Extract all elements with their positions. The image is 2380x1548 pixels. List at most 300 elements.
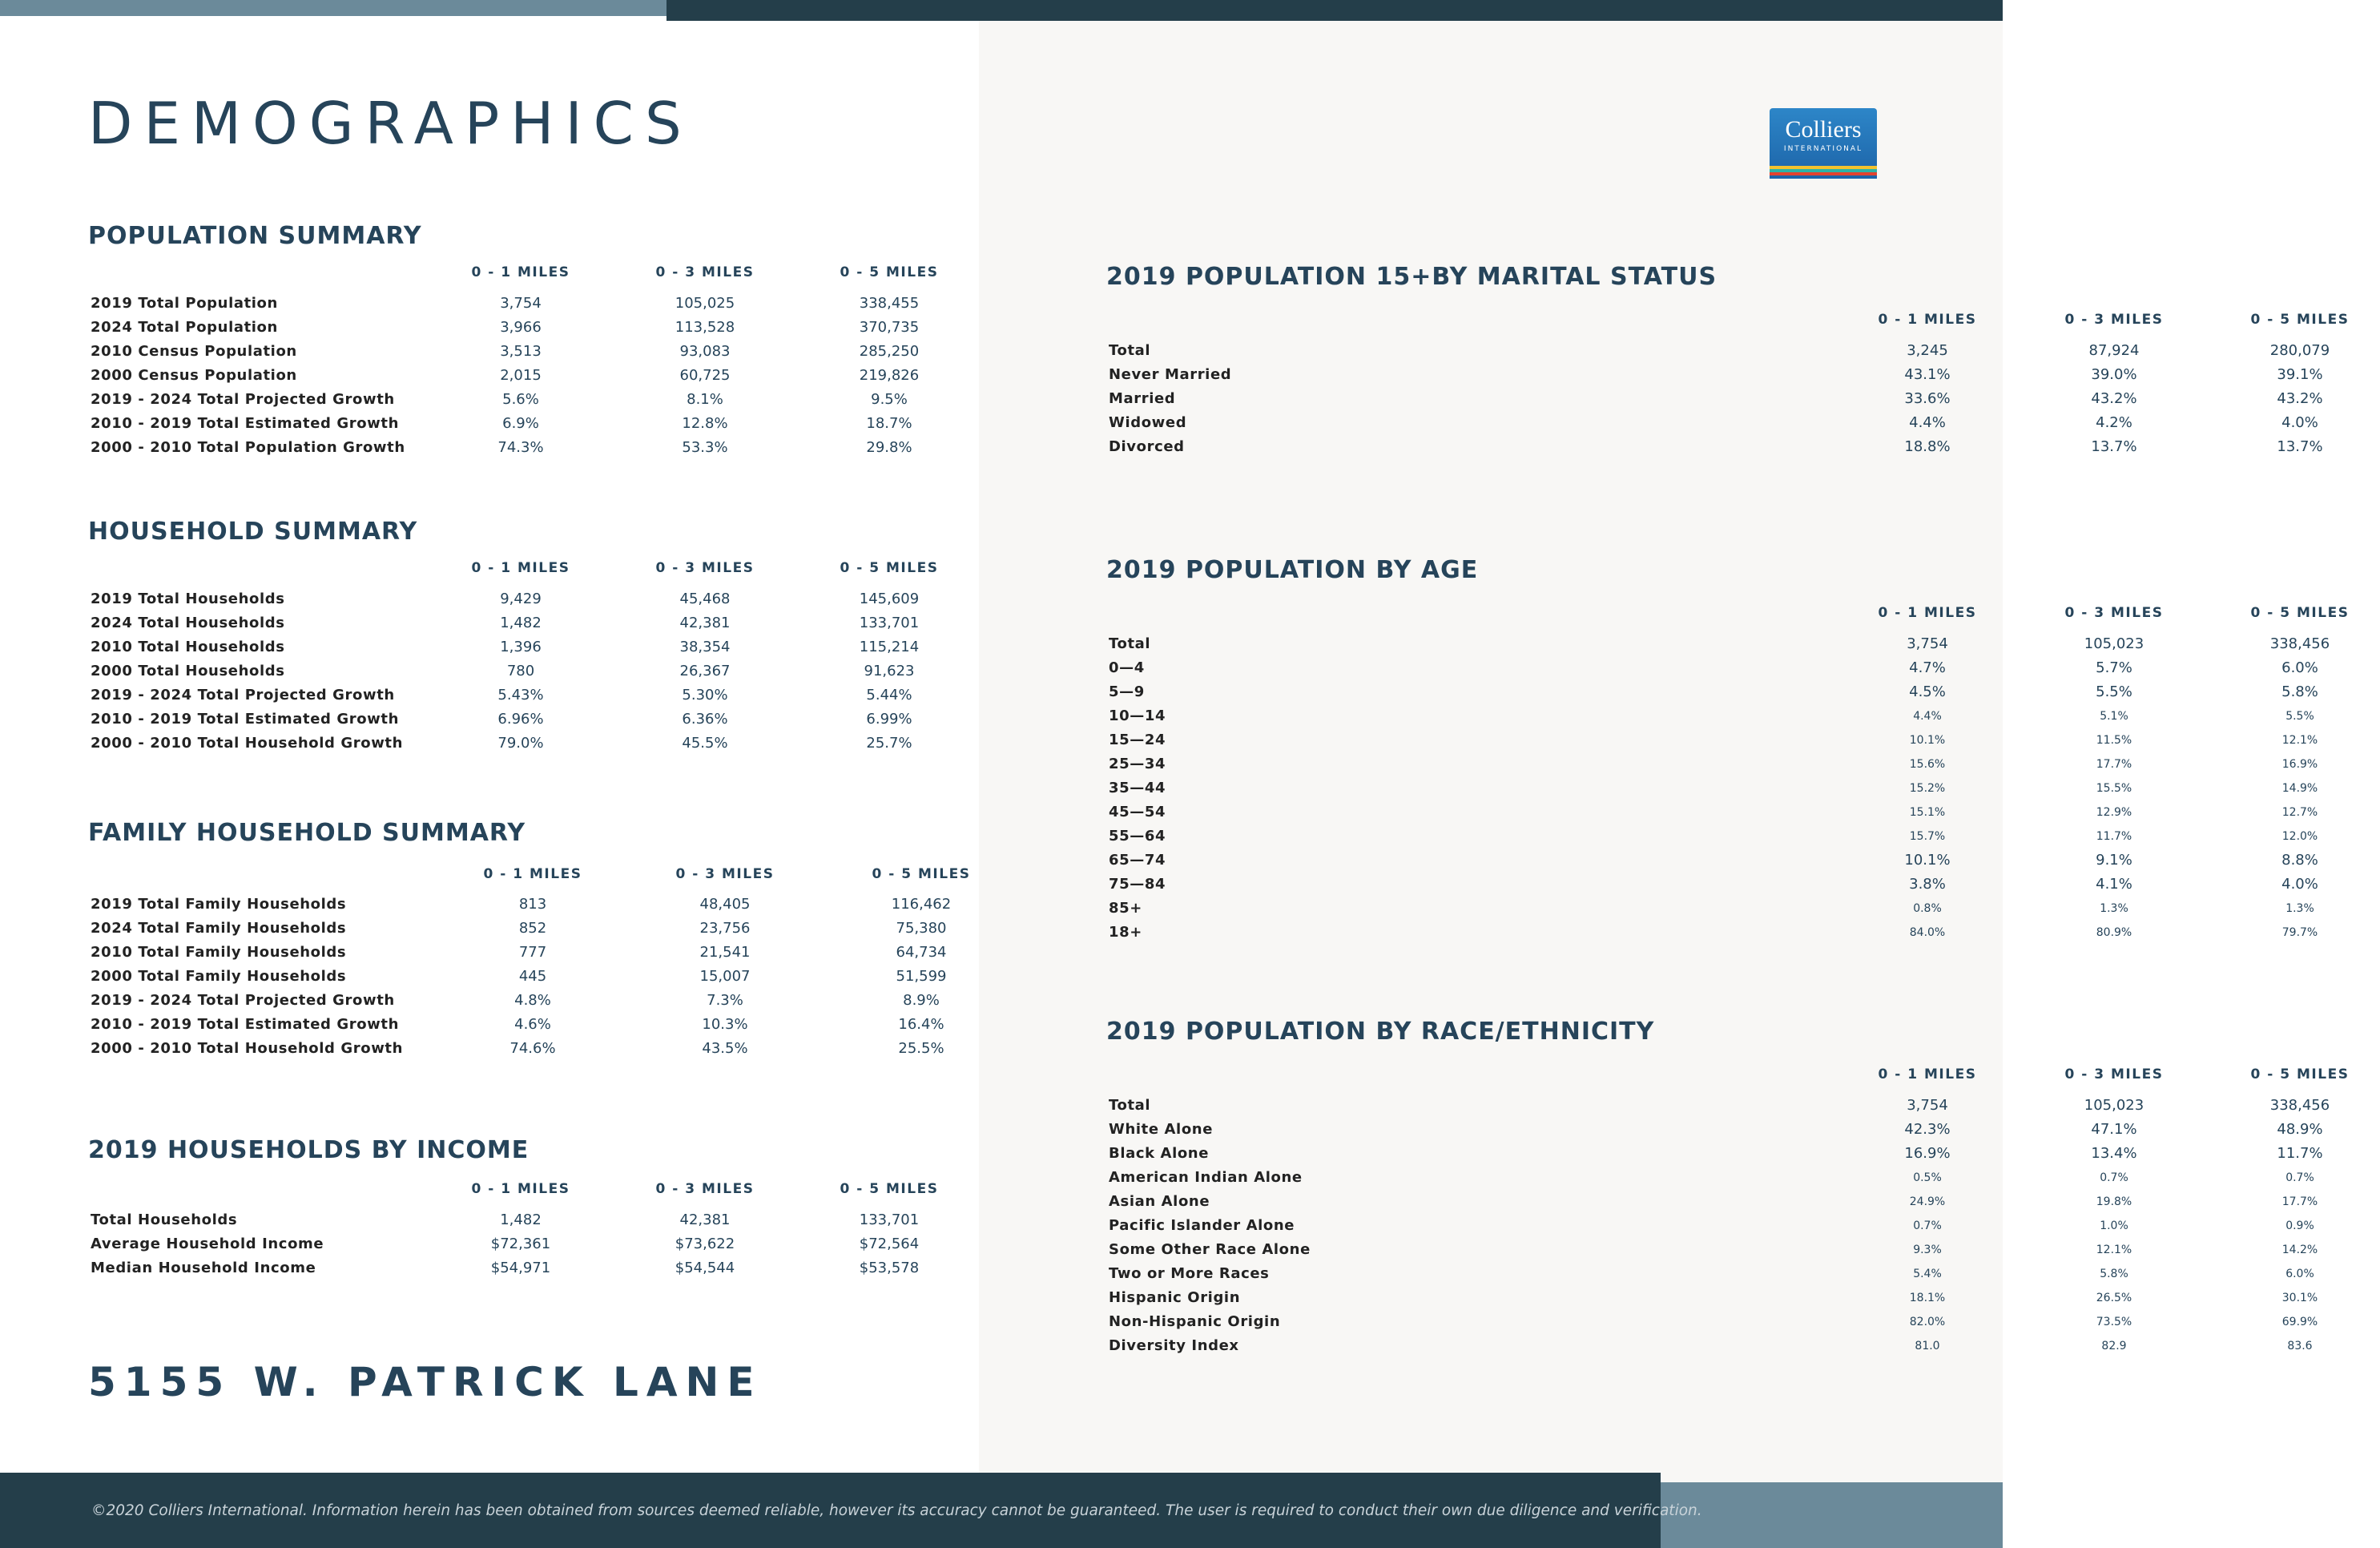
column-header-0-1-miles: 0 - 1 MILES xyxy=(471,1181,570,1197)
value-cell-0-3-miles: 17.7% xyxy=(2096,758,2132,771)
value-cell-0-1-miles: 3,754 xyxy=(500,295,542,312)
value-cell-0-1-miles: 74.3% xyxy=(497,439,544,456)
value-cell-0-1-miles: 4.6% xyxy=(514,1016,551,1033)
column-header-0-5-miles: 0 - 5 MILES xyxy=(2250,1066,2350,1082)
table-row xyxy=(1106,707,2314,732)
value-cell-0-5-miles: 91,623 xyxy=(864,663,915,679)
logo-subtitle: INTERNATIONAL xyxy=(1783,145,1863,153)
colliers-logo xyxy=(1770,108,1877,179)
value-cell-0-3-miles: 4.2% xyxy=(2096,414,2132,431)
table-row xyxy=(1106,659,2318,683)
value-cell-0-5-miles: 39.1% xyxy=(2277,366,2323,383)
value-cell-0-1-miles: 15.6% xyxy=(1909,758,1946,771)
row-label: 35—44 xyxy=(1109,780,1166,796)
value-cell-0-5-miles: 338,456 xyxy=(2269,1097,2330,1114)
population-summary-title: POPULATION SUMMARY xyxy=(88,222,422,250)
value-cell-0-3-miles: 82.9 xyxy=(2101,1340,2127,1352)
table-row xyxy=(1106,1337,2313,1361)
row-label: 45—54 xyxy=(1109,804,1166,820)
table-row xyxy=(88,663,953,687)
value-cell-0-5-miles: $72,564 xyxy=(859,1236,920,1252)
value-cell-0-5-miles: 29.8% xyxy=(866,439,912,456)
value-cell-0-1-miles: $72,361 xyxy=(490,1236,551,1252)
value-cell-0-1-miles: 3,966 xyxy=(500,319,542,336)
value-cell-0-3-miles: 39.0% xyxy=(2091,366,2137,383)
value-cell-0-5-miles: 30.1% xyxy=(2281,1292,2318,1304)
table-row xyxy=(88,711,953,735)
table-row xyxy=(88,591,953,615)
value-cell-0-5-miles: 116,462 xyxy=(891,896,952,913)
value-cell-0-3-miles: 5.7% xyxy=(2096,659,2132,676)
value-cell-0-3-miles: 10.3% xyxy=(702,1016,748,1033)
row-label: 2019 Total Population xyxy=(91,295,278,312)
table-row xyxy=(88,615,953,639)
value-cell-0-3-miles: 47.1% xyxy=(2091,1121,2137,1138)
column-header-0-3-miles: 0 - 3 MILES xyxy=(2064,605,2164,621)
table-row xyxy=(1106,1169,2314,1193)
value-cell-0-3-miles: 9.1% xyxy=(2096,852,2132,869)
row-label: 2019 Total Family Households xyxy=(91,896,347,913)
value-cell-0-3-miles: 1.0% xyxy=(2100,1219,2128,1232)
value-cell-0-5-miles: 12.7% xyxy=(2281,806,2318,819)
value-cell-0-5-miles: 5.44% xyxy=(866,687,912,703)
table-row xyxy=(1106,924,2318,948)
population-by-age-table xyxy=(1106,556,2350,943)
table-row xyxy=(88,1211,953,1236)
household-summary-table xyxy=(88,520,953,760)
value-cell-0-5-miles: 285,250 xyxy=(859,343,920,360)
value-cell-0-1-miles: 10.1% xyxy=(1909,734,1946,747)
value-cell-0-5-miles: 115,214 xyxy=(859,639,920,655)
row-label: Average Household Income xyxy=(91,1236,324,1252)
table-row xyxy=(88,992,969,1016)
value-cell-0-3-miles: 19.8% xyxy=(2096,1195,2132,1208)
row-label: Two or More Races xyxy=(1109,1265,1270,1282)
row-label: 25—34 xyxy=(1109,756,1166,772)
value-cell-0-5-miles: 13.7% xyxy=(2277,438,2323,455)
row-label: Total xyxy=(1109,1097,1151,1114)
race-ethnicity-table xyxy=(1106,1018,2350,1365)
value-cell-0-3-miles: 45,468 xyxy=(679,591,731,607)
value-cell-0-5-miles: 14.2% xyxy=(2281,1244,2318,1256)
footer-disclaimer: ©2020 Colliers International. Information herein has been obtained from sources deemed reliable, however its accuracy cannot be guaranteed. The user is required to conduct their own due diligence and verification. xyxy=(91,1502,1702,1519)
value-cell-0-1-miles: 10.1% xyxy=(1904,852,1951,869)
row-label: Widowed xyxy=(1109,414,1187,431)
value-cell-0-1-miles: 780 xyxy=(506,663,535,679)
value-cell-0-1-miles: 6.9% xyxy=(502,415,539,432)
row-label: 10—14 xyxy=(1109,707,1166,724)
value-cell-0-5-miles: 133,701 xyxy=(859,615,920,631)
table-row xyxy=(88,1040,969,1064)
value-cell-0-1-miles: 4.4% xyxy=(1913,710,1942,723)
value-cell-0-3-miles: 73.5% xyxy=(2096,1316,2132,1328)
value-cell-0-5-miles: 6.0% xyxy=(2281,659,2318,676)
row-label: 2024 Total Population xyxy=(91,319,278,336)
value-cell-0-3-miles: 5.8% xyxy=(2100,1268,2128,1280)
value-cell-0-3-miles: 105,025 xyxy=(675,295,735,312)
row-label: 5—9 xyxy=(1109,683,1145,700)
value-cell-0-1-miles: 5.6% xyxy=(502,391,539,408)
row-label: 15—24 xyxy=(1109,732,1166,748)
row-label: Never Married xyxy=(1109,366,1232,383)
table-row xyxy=(1106,852,2318,876)
value-cell-0-5-miles: 145,609 xyxy=(859,591,920,607)
row-label: 2010 - 2019 Total Estimated Growth xyxy=(91,1016,400,1033)
value-cell-0-3-miles: 11.7% xyxy=(2096,830,2132,843)
column-header-0-3-miles: 0 - 3 MILES xyxy=(675,866,775,882)
table-row xyxy=(88,1236,953,1260)
value-cell-0-3-miles: 12.8% xyxy=(682,415,728,432)
table-row xyxy=(88,944,969,968)
table-row xyxy=(1106,900,2314,924)
value-cell-0-5-miles: 5.8% xyxy=(2281,683,2318,700)
value-cell-0-5-miles: 16.4% xyxy=(898,1016,944,1033)
marital-status-title: 2019 POPULATION 15+BY MARITAL STATUS xyxy=(1106,263,1718,291)
value-cell-0-3-miles: 8.1% xyxy=(687,391,723,408)
column-header-0-3-miles: 0 - 3 MILES xyxy=(2064,1066,2164,1082)
value-cell-0-3-miles: 13.7% xyxy=(2091,438,2137,455)
row-label: 2019 - 2024 Total Projected Growth xyxy=(91,992,395,1009)
value-cell-0-1-miles: 43.1% xyxy=(1904,366,1951,383)
value-cell-0-1-miles: $54,971 xyxy=(490,1260,551,1276)
row-label: 2000 - 2010 Total Population Growth xyxy=(91,439,405,456)
households-by-income-title: 2019 HOUSEHOLDS BY INCOME xyxy=(88,1136,530,1164)
value-cell-0-1-miles: 3,754 xyxy=(1907,635,1948,652)
value-cell-0-1-miles: 3.8% xyxy=(1909,876,1946,893)
value-cell-0-3-miles: 15,007 xyxy=(699,968,751,985)
value-cell-0-3-miles: 26.5% xyxy=(2096,1292,2132,1304)
value-cell-0-3-miles: 80.9% xyxy=(2096,926,2132,939)
table-row xyxy=(88,415,953,439)
table-row xyxy=(88,439,953,463)
row-label: Diversity Index xyxy=(1109,1337,1239,1354)
value-cell-0-5-miles: 69.9% xyxy=(2281,1316,2318,1328)
value-cell-0-1-miles: 5.4% xyxy=(1913,1268,1942,1280)
value-cell-0-5-miles: 12.0% xyxy=(2281,830,2318,843)
column-header-0-5-miles: 0 - 5 MILES xyxy=(872,866,971,882)
value-cell-0-3-miles: $54,544 xyxy=(675,1260,735,1276)
row-label: 2024 Total Family Households xyxy=(91,920,347,937)
value-cell-0-3-miles: 113,528 xyxy=(675,319,735,336)
column-header-0-1-miles: 0 - 1 MILES xyxy=(483,866,582,882)
value-cell-0-5-miles: 5.5% xyxy=(2285,710,2314,723)
value-cell-0-1-miles: 24.9% xyxy=(1909,1195,1946,1208)
value-cell-0-1-miles: 4.8% xyxy=(514,992,551,1009)
table-row xyxy=(1106,1121,2323,1145)
value-cell-0-3-miles: 45.5% xyxy=(682,735,728,752)
column-header-0-5-miles: 0 - 5 MILES xyxy=(840,560,939,576)
row-label: 2019 Total Households xyxy=(91,591,285,607)
row-label: 65—74 xyxy=(1109,852,1166,869)
value-cell-0-1-miles: 74.6% xyxy=(509,1040,556,1057)
row-label: Black Alone xyxy=(1109,1145,1210,1162)
value-cell-0-1-miles: 6.96% xyxy=(497,711,544,728)
table-row xyxy=(88,896,969,920)
row-label: 2000 - 2010 Total Household Growth xyxy=(91,1040,404,1057)
column-header-0-1-miles: 0 - 1 MILES xyxy=(471,264,570,280)
population-by-age-title: 2019 POPULATION BY AGE xyxy=(1106,556,1479,584)
value-cell-0-5-miles: 75,380 xyxy=(896,920,947,937)
row-label: Non-Hispanic Origin xyxy=(1109,1313,1281,1330)
value-cell-0-1-miles: 3,513 xyxy=(500,343,542,360)
value-cell-0-3-miles: 42,381 xyxy=(679,615,731,631)
value-cell-0-3-miles: 60,725 xyxy=(679,367,731,384)
value-cell-0-5-miles: 25.5% xyxy=(898,1040,944,1057)
table-row xyxy=(88,687,953,711)
value-cell-0-1-miles: 15.2% xyxy=(1909,782,1946,795)
value-cell-0-5-miles: $53,578 xyxy=(859,1260,920,1276)
column-header-0-3-miles: 0 - 3 MILES xyxy=(655,560,755,576)
row-label: American Indian Alone xyxy=(1109,1169,1303,1186)
value-cell-0-3-miles: 43.2% xyxy=(2091,390,2137,407)
value-cell-0-1-miles: 9.3% xyxy=(1913,1244,1942,1256)
value-cell-0-5-miles: 17.7% xyxy=(2281,1195,2318,1208)
row-label: Asian Alone xyxy=(1109,1193,1210,1210)
households-by-income-table xyxy=(88,1136,953,1291)
value-cell-0-3-miles: 105,023 xyxy=(2084,1097,2144,1114)
value-cell-0-1-miles: 33.6% xyxy=(1904,390,1951,407)
value-cell-0-5-miles: 219,826 xyxy=(859,367,920,384)
value-cell-0-3-miles: 6.36% xyxy=(682,711,728,728)
row-label: 2019 - 2024 Total Projected Growth xyxy=(91,391,395,408)
table-row xyxy=(88,735,953,759)
value-cell-0-3-miles: 11.5% xyxy=(2096,734,2132,747)
row-label: 0—4 xyxy=(1109,659,1145,676)
value-cell-0-3-miles: 5.1% xyxy=(2100,710,2128,723)
table-row xyxy=(1106,366,2323,390)
table-row xyxy=(1106,1097,2330,1121)
row-label: 2010 - 2019 Total Estimated Growth xyxy=(91,711,400,728)
value-cell-0-1-miles: 3,245 xyxy=(1907,342,1948,359)
value-cell-0-1-miles: 15.1% xyxy=(1909,806,1946,819)
row-label: Pacific Islander Alone xyxy=(1109,1217,1295,1234)
row-label: Total xyxy=(1109,635,1151,652)
table-row xyxy=(88,1260,953,1284)
column-header-0-1-miles: 0 - 1 MILES xyxy=(1878,1066,1977,1082)
row-label: 2010 - 2019 Total Estimated Growth xyxy=(91,415,400,432)
family-household-summary-table xyxy=(88,821,969,1070)
value-cell-0-3-miles: 7.3% xyxy=(707,992,743,1009)
page-title: DEMOGRAPHICS xyxy=(88,90,693,157)
value-cell-0-1-miles: 445 xyxy=(518,968,547,985)
row-label: White Alone xyxy=(1109,1121,1214,1138)
value-cell-0-3-miles: 105,023 xyxy=(2084,635,2144,652)
column-header-0-3-miles: 0 - 3 MILES xyxy=(2064,312,2164,328)
table-row xyxy=(88,295,953,319)
row-label: 2010 Total Households xyxy=(91,639,285,655)
value-cell-0-5-miles: 370,735 xyxy=(859,319,920,336)
logo-name: Colliers xyxy=(1785,116,1862,143)
value-cell-0-5-miles: 9.5% xyxy=(871,391,908,408)
value-cell-0-5-miles: 280,079 xyxy=(2269,342,2330,359)
column-header-0-1-miles: 0 - 1 MILES xyxy=(1878,605,1977,621)
value-cell-0-3-miles: 21,541 xyxy=(699,944,751,961)
value-cell-0-5-miles: 0.9% xyxy=(2285,1219,2314,1232)
value-cell-0-5-miles: 79.7% xyxy=(2281,926,2318,939)
value-cell-0-1-miles: 4.7% xyxy=(1909,659,1946,676)
row-label: 75—84 xyxy=(1109,876,1166,893)
row-label: Married xyxy=(1109,390,1176,407)
value-cell-0-1-miles: 852 xyxy=(518,920,547,937)
value-cell-0-1-miles: 18.8% xyxy=(1904,438,1951,455)
value-cell-0-5-miles: 6.99% xyxy=(866,711,912,728)
value-cell-0-5-miles: 4.0% xyxy=(2281,876,2318,893)
value-cell-0-1-miles: 1,482 xyxy=(500,1211,542,1228)
table-row xyxy=(1106,780,2318,804)
value-cell-0-3-miles: 1.3% xyxy=(2100,902,2128,915)
value-cell-0-5-miles: 43.2% xyxy=(2277,390,2323,407)
value-cell-0-3-miles: 53.3% xyxy=(682,439,728,456)
family-household-summary-title: FAMILY HOUSEHOLD SUMMARY xyxy=(88,819,526,847)
value-cell-0-3-miles: 5.30% xyxy=(682,687,728,703)
value-cell-0-1-miles: 0.5% xyxy=(1913,1171,1942,1184)
value-cell-0-1-miles: 79.0% xyxy=(497,735,544,752)
value-cell-0-3-miles: 5.5% xyxy=(2096,683,2132,700)
marital-status-table xyxy=(1106,263,2350,474)
value-cell-0-5-miles: 8.8% xyxy=(2281,852,2318,869)
value-cell-0-1-miles: 42.3% xyxy=(1904,1121,1951,1138)
value-cell-0-3-miles: $73,622 xyxy=(675,1236,735,1252)
table-row xyxy=(1106,390,2323,414)
table-row xyxy=(88,920,969,944)
row-label: 2024 Total Households xyxy=(91,615,285,631)
value-cell-0-1-miles: 84.0% xyxy=(1909,926,1946,939)
value-cell-0-1-miles: 813 xyxy=(518,896,547,913)
value-cell-0-5-miles: 338,456 xyxy=(2269,635,2330,652)
table-row xyxy=(1106,438,2323,462)
row-label: Total xyxy=(1109,342,1151,359)
row-label: 55—64 xyxy=(1109,828,1166,845)
value-cell-0-1-miles: 4.4% xyxy=(1909,414,1946,431)
value-cell-0-1-miles: 4.5% xyxy=(1909,683,1946,700)
value-cell-0-5-miles: 48.9% xyxy=(2277,1121,2323,1138)
row-label: 2000 - 2010 Total Household Growth xyxy=(91,735,404,752)
row-label: Divorced xyxy=(1109,438,1185,455)
race-ethnicity-title: 2019 POPULATION BY RACE/ETHNICITY xyxy=(1106,1018,1655,1046)
table-row xyxy=(88,343,953,367)
household-summary-title: HOUSEHOLD SUMMARY xyxy=(88,518,418,546)
value-cell-0-1-miles: 15.7% xyxy=(1909,830,1946,843)
row-label: Hispanic Origin xyxy=(1109,1289,1241,1306)
value-cell-0-1-miles: 0.7% xyxy=(1913,1219,1942,1232)
table-row xyxy=(88,968,969,992)
table-row xyxy=(1106,1145,2323,1169)
value-cell-0-3-miles: 87,924 xyxy=(2088,342,2140,359)
column-header-0-5-miles: 0 - 5 MILES xyxy=(840,264,939,280)
value-cell-0-1-miles: 81.0 xyxy=(1915,1340,1940,1352)
table-row xyxy=(1106,1313,2318,1337)
value-cell-0-5-miles: 133,701 xyxy=(859,1211,920,1228)
row-label: 2019 - 2024 Total Projected Growth xyxy=(91,687,395,703)
table-row xyxy=(1106,804,2318,828)
value-cell-0-5-miles: 8.9% xyxy=(903,992,940,1009)
value-cell-0-5-miles: 83.6 xyxy=(2287,1340,2313,1352)
value-cell-0-5-miles: 4.0% xyxy=(2281,414,2318,431)
table-row xyxy=(88,367,953,391)
property-address: 5155 W. PATRICK LANE xyxy=(88,1359,763,1405)
value-cell-0-1-miles: 777 xyxy=(518,944,547,961)
value-cell-0-3-miles: 4.1% xyxy=(2096,876,2132,893)
column-header-0-5-miles: 0 - 5 MILES xyxy=(840,1181,939,1197)
value-cell-0-3-miles: 93,083 xyxy=(679,343,731,360)
value-cell-0-1-miles: 5.43% xyxy=(497,687,544,703)
table-row xyxy=(1106,342,2330,366)
value-cell-0-5-miles: 6.0% xyxy=(2285,1268,2314,1280)
value-cell-0-1-miles: 1,396 xyxy=(500,639,542,655)
row-label: 2000 Census Population xyxy=(91,367,297,384)
population-summary-table xyxy=(88,224,953,465)
table-row xyxy=(88,319,953,343)
value-cell-0-3-miles: 12.9% xyxy=(2096,806,2132,819)
value-cell-0-5-miles: 11.7% xyxy=(2277,1145,2323,1162)
row-label: 85+ xyxy=(1109,900,1142,917)
table-row xyxy=(1106,683,2318,707)
value-cell-0-1-miles: 82.0% xyxy=(1909,1316,1946,1328)
value-cell-0-3-miles: 48,405 xyxy=(699,896,751,913)
table-row xyxy=(1106,1265,2314,1289)
row-label: 2010 Total Family Households xyxy=(91,944,347,961)
value-cell-0-5-miles: 64,734 xyxy=(896,944,947,961)
table-row xyxy=(88,391,953,415)
value-cell-0-5-miles: 338,455 xyxy=(859,295,920,312)
column-header-0-1-miles: 0 - 1 MILES xyxy=(1878,312,1977,328)
table-row xyxy=(1106,1241,2318,1265)
value-cell-0-3-miles: 13.4% xyxy=(2091,1145,2137,1162)
value-cell-0-1-miles: 16.9% xyxy=(1904,1145,1951,1162)
table-row xyxy=(1106,756,2318,780)
row-label: 2010 Census Population xyxy=(91,343,297,360)
value-cell-0-1-miles: 9,429 xyxy=(500,591,542,607)
value-cell-0-3-miles: 43.5% xyxy=(702,1040,748,1057)
table-row xyxy=(1106,732,2318,756)
value-cell-0-3-miles: 42,381 xyxy=(679,1211,731,1228)
table-row xyxy=(1106,1289,2318,1313)
value-cell-0-1-miles: 1,482 xyxy=(500,615,542,631)
row-label: 2000 Total Family Households xyxy=(91,968,347,985)
table-row xyxy=(88,639,953,663)
table-row xyxy=(1106,876,2318,900)
column-header-0-5-miles: 0 - 5 MILES xyxy=(2250,605,2350,621)
table-row xyxy=(1106,1217,2314,1241)
table-row xyxy=(1106,635,2330,659)
row-label: Some Other Race Alone xyxy=(1109,1241,1311,1258)
top-bar-accent xyxy=(0,0,666,16)
row-label: 2000 Total Households xyxy=(91,663,285,679)
table-row xyxy=(1106,1193,2318,1217)
row-label: Median Household Income xyxy=(91,1260,316,1276)
column-header-0-5-miles: 0 - 5 MILES xyxy=(2250,312,2350,328)
column-header-0-3-miles: 0 - 3 MILES xyxy=(655,264,755,280)
value-cell-0-5-miles: 16.9% xyxy=(2281,758,2318,771)
value-cell-0-5-miles: 12.1% xyxy=(2281,734,2318,747)
table-row xyxy=(88,1016,969,1040)
column-header-0-1-miles: 0 - 1 MILES xyxy=(471,560,570,576)
row-label: Total Households xyxy=(91,1211,238,1228)
value-cell-0-5-miles: 1.3% xyxy=(2285,902,2314,915)
value-cell-0-5-miles: 0.7% xyxy=(2285,1171,2314,1184)
logo-stripe-blue xyxy=(1770,175,1877,179)
value-cell-0-3-miles: 12.1% xyxy=(2096,1244,2132,1256)
value-cell-0-1-miles: 3,754 xyxy=(1907,1097,1948,1114)
value-cell-0-3-miles: 15.5% xyxy=(2096,782,2132,795)
value-cell-0-3-miles: 38,354 xyxy=(679,639,731,655)
table-row xyxy=(1106,414,2318,438)
value-cell-0-3-miles: 23,756 xyxy=(699,920,751,937)
top-bar xyxy=(666,0,2003,21)
value-cell-0-5-miles: 25.7% xyxy=(866,735,912,752)
value-cell-0-3-miles: 0.7% xyxy=(2100,1171,2128,1184)
value-cell-0-5-miles: 14.9% xyxy=(2281,782,2318,795)
